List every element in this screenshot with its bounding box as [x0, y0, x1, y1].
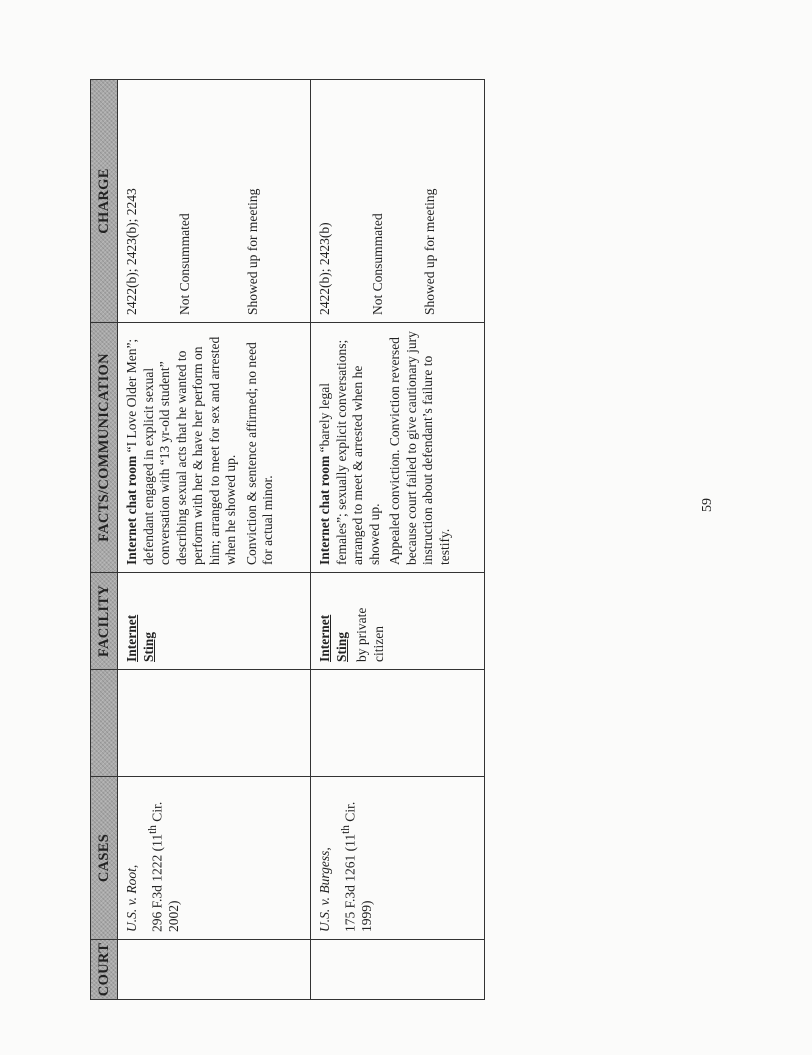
facts-cell — [311, 323, 485, 573]
facts-cell — [118, 323, 311, 573]
table-row — [311, 80, 485, 1000]
charge-statutes: 2422(b); 2423(b); 2243 — [124, 188, 139, 315]
case-name: U.S. v. Burgess, — [317, 847, 332, 932]
header-facility: FACILITY — [91, 573, 118, 670]
case-citation-end: Cir. 2002) — [149, 801, 181, 932]
case-citation: 175 F.3d 1261 (11 — [342, 833, 357, 932]
charge-cell — [311, 80, 485, 323]
case-citation: 296 F.3d 1222 (11 — [149, 833, 164, 932]
charge-status: Not Consummated — [176, 213, 192, 315]
case-table — [90, 79, 485, 1000]
rotated-page-content — [90, 80, 485, 1000]
facility-method: Sting — [333, 631, 349, 662]
facility-method: Sting — [140, 631, 156, 662]
header-blank — [91, 670, 118, 777]
charge-detail: Showed up for meeting — [422, 188, 437, 315]
citation-ordinal: th — [339, 825, 352, 834]
charge-statutes: 2422(b); 2423(b) — [317, 222, 332, 315]
charge-cell — [118, 80, 311, 323]
table-row — [118, 80, 311, 1000]
facts-lead: Internet chat room — [317, 455, 332, 565]
facility-note: by private citizen — [354, 607, 386, 662]
facility-cell — [311, 573, 485, 670]
table-header-row — [91, 80, 118, 1000]
case-citation-end: Cir. 1999) — [342, 801, 374, 932]
court-cell — [118, 940, 311, 1000]
blank-cell — [118, 670, 311, 777]
header-facts: FACTS/COMMUNICATION — [91, 323, 118, 573]
court-cell — [311, 940, 485, 1000]
facts-outcome: Conviction & sentence affirmed; no need for actual minor. — [243, 342, 275, 565]
case-cell — [311, 777, 485, 940]
header-court: COURT — [91, 940, 118, 1000]
facts-text: “I Love Older Men”; defendant engaged in explicit sexual conversation with “13 yr-old student” describing sexual acts that he wanted to perform with her & have her perform on him; arranged to meet for sex and arrested when he showed up. — [124, 336, 238, 565]
citation-ordinal: th — [146, 825, 159, 834]
facts-text: “barely legal females”; sexually explicit conversations; arranged to meet & arrested when he showed up. — [317, 339, 382, 565]
facts-lead: Internet chat room — [124, 455, 139, 565]
facility-type: Internet — [317, 614, 332, 662]
header-cases: CASES — [91, 777, 118, 940]
case-name: U.S. v. Root, — [124, 864, 139, 932]
blank-cell — [311, 670, 485, 777]
facility-type: Internet — [124, 614, 139, 662]
facts-outcome: Appealed conviction. Conviction reversed because court failed to give cautionary jury instruction about defendant’s failure to testify. — [387, 331, 452, 565]
page-number: 59 — [700, 498, 715, 512]
charge-detail: Showed up for meeting — [245, 188, 260, 315]
case-cell — [118, 777, 311, 940]
charge-status: Not Consummated — [369, 213, 385, 315]
header-charge: CHARGE — [91, 80, 118, 323]
facility-cell — [118, 573, 311, 670]
